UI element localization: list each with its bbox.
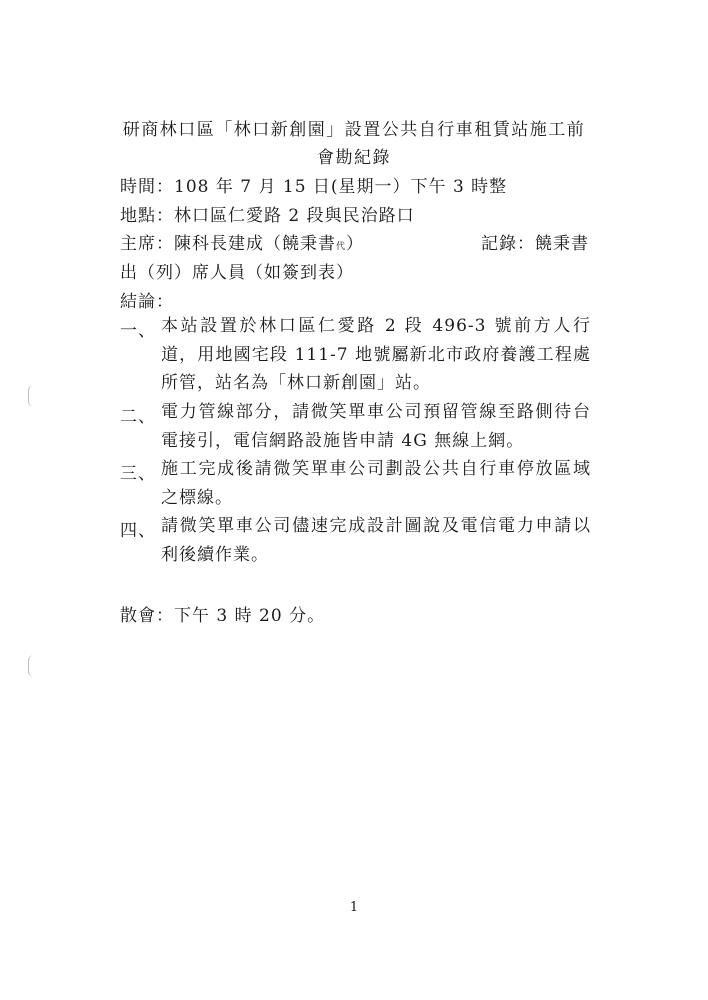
conclusion-label: 結論： <box>120 292 174 312</box>
chair-proxy-mark: 代 <box>336 242 347 252</box>
punch-hole-mark <box>28 655 39 677</box>
item-2-number: 二、 <box>120 407 156 427</box>
item-4-text: 請微笑單車公司儘速完成設計圖說及電信電力申請以利後續作業。 <box>161 516 591 565</box>
meeting-time: 時間：108 年 7 月 15 日(星期一）下午 3 時整 <box>120 177 508 197</box>
item-2-text: 電力管線部分，請微笑單車公司預留管線至路側待台電接引，電信網路設施皆申請 4G 無線上網。 <box>161 402 591 451</box>
item-1-text: 本站設置於林口區仁愛路 2 段 496-3 號前方人行道，用地國宅段 111-7 地號屬新北市政府養護工程處所管，站名為「林口新創園」站。 <box>161 316 591 393</box>
page-number: 1 <box>349 900 359 915</box>
meeting-chair <box>120 229 364 254</box>
title-line-1: 研商林口區「林口新創園」設置公共自行車租賃站施工前 <box>122 120 586 140</box>
meeting-attendees: 出（列）席人員（如簽到表） <box>120 263 354 283</box>
item-4-number: 四、 <box>120 521 156 541</box>
item-1-number: 一、 <box>120 321 156 341</box>
meeting-place: 地點：林口區仁愛路 2 段與民治路口 <box>120 206 415 226</box>
chair-close: ） <box>346 234 365 254</box>
adjournment: 散會：下午 3 時 20 分。 <box>120 606 326 626</box>
chair-text: 主席：陳科長建成（饒秉書 <box>120 234 336 254</box>
meeting-recorder: 記錄：饒秉書 <box>481 234 589 254</box>
title-line-2: 會勘紀錄 <box>317 148 391 168</box>
item-3-number: 三、 <box>120 464 156 484</box>
punch-hole-mark <box>28 385 39 407</box>
item-3-text: 施工完成後請微笑單車公司劃設公共自行車停放區域之標線。 <box>161 459 591 508</box>
